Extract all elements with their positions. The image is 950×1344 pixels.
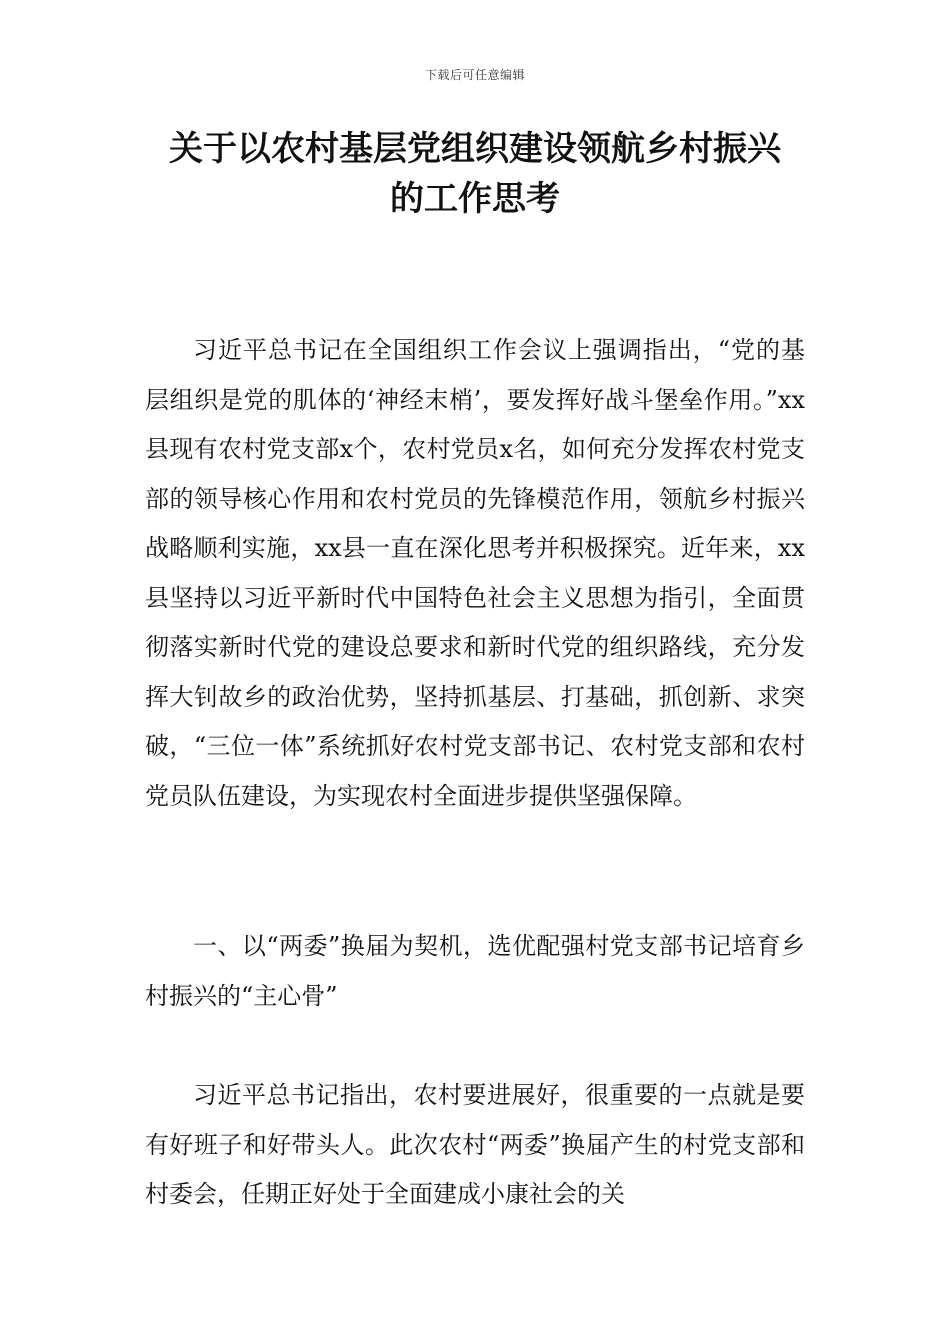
header-note: 下载后可任意编辑 <box>424 68 525 82</box>
title-line-2: 的工作思考 <box>390 179 560 219</box>
section-1-paragraph: 习近平总书记指出，农村要进展好，很重要的一点就是要有好班子和好带头人。此次农村“两委”换届产生的村党支部和村委会，任期正好处于全面建成小康社会的关 <box>145 1081 805 1208</box>
title-line-1: 关于以农村基层党组织建设领航乡村振兴 <box>169 129 781 169</box>
intro-paragraph: 习近平总书记在全国组织工作会议上强调指出，“党的基层组织是党的肌体的‘神经末梢’，要发挥好战斗堡垒作用。”xx县现有农村党支部x个，农村党员x名，如何充分发挥农村党支部的领导核心作用和农村党员的先锋模范作用，领航乡村振兴战略顺利实施，xx县一直在深化思考并积极探究。近年来，xx县坚持以习近平新时代中国特色社会主义思想为指引，全面贯彻落实新时代党的建设总要求和新时代党的组织路线，充分发挥大钊故乡的政治优势，坚持抓基层、打基础，抓创新、求突破，“三位一体”系统抓好农村党支部书记、农村党支部和农村党员队伍建设，为实现农村全面进步提供坚强保障。 <box>145 336 805 810</box>
document-title <box>145 124 805 224</box>
section-heading-1: 一、以“两委”换届为契机，选优配强村党支部书记培育乡村振兴的“主心骨” <box>145 932 805 1010</box>
